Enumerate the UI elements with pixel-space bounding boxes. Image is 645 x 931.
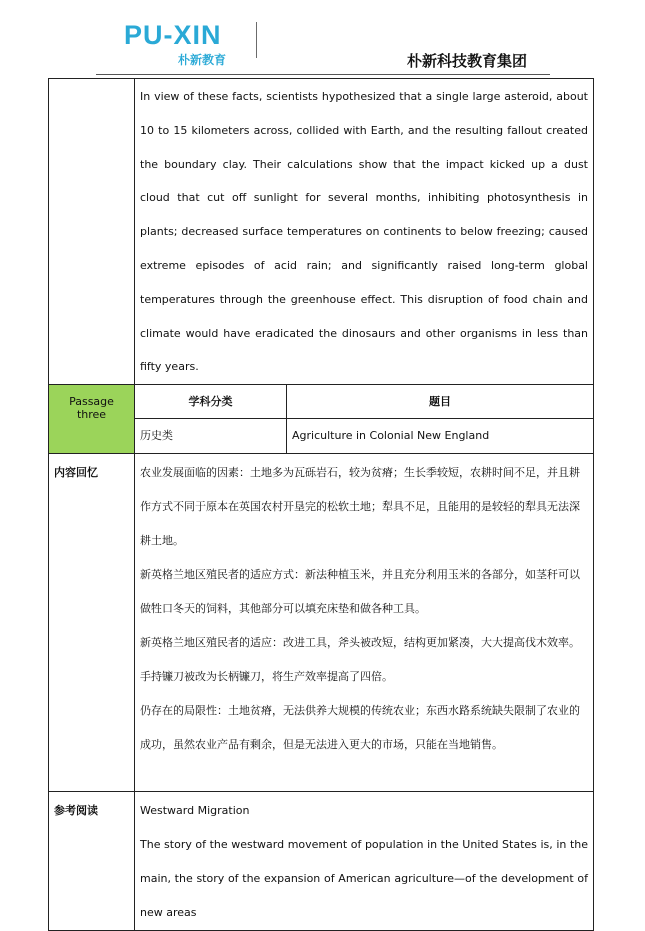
content-table bbox=[48, 78, 594, 931]
recall-row bbox=[49, 454, 594, 792]
passage-text-cell bbox=[135, 79, 594, 385]
reading-text: The story of the westward movement of population in the United States is, in the main, the story of the expansion of American agriculture—of the development of new areas bbox=[140, 838, 588, 919]
empty-label-cell bbox=[49, 79, 135, 385]
company-name: 朴新科技教育集团 bbox=[406, 52, 527, 70]
header-rule bbox=[96, 74, 550, 75]
recall-content-cell bbox=[135, 454, 594, 792]
subject-value: 历史类 bbox=[135, 419, 287, 454]
passage-text: In view of these facts, scientists hypothesized that a single large asteroid, about 10 to 15 kilometers across, collided with Earth, and the resulting fallout created the boundary clay. Their calculations show that the impact kicked up a dust cloud that cut off sunlight for several months, inhibiting photosynthesis in plants; decreased surface temperatures on continents to below freezing; caused extreme episodes of acid rain; and significantly raised long-term global temperatures through the greenhouse effect. This disruption of food chain and climate would have eradicated the dinosaurs and other organisms in less than fifty years. bbox=[140, 90, 588, 374]
recall-paragraph-1: 农业发展面临的因素：土地多为瓦砾岩石，较为贫瘠；生长季较短，农耕时间不足，并且耕作方式不同于原本在英国农村开垦完的松软土地；犁具不足，且能用的是较轻的犁具无法深耕土地。 bbox=[140, 466, 580, 548]
col-title-header: 题目 bbox=[287, 385, 594, 419]
logo-text: PU-XIN bbox=[124, 20, 222, 50]
passage-continuation-row bbox=[49, 79, 594, 385]
passage-three-label-cell bbox=[49, 385, 135, 454]
reading-label: 参考阅读 bbox=[54, 804, 98, 818]
reading-row bbox=[49, 792, 594, 930]
logo-cn: 朴新教育 bbox=[178, 53, 227, 67]
recall-paragraph-2: 新英格兰地区殖民者的适应方式：新法种植玉米，并且充分利用玉米的各部分，如茎秆可以做牲口冬天的饲料，其他部分可以填充床垫和做各种工具。 bbox=[140, 568, 580, 616]
col-subject-header: 学科分类 bbox=[135, 385, 287, 419]
reading-content-cell bbox=[135, 792, 594, 930]
recall-paragraph-3: 新英格兰地区殖民者的适应：改进工具，斧头被改短，结构更加紧凑，大大提高伐木效率。手持镰刀被改为长柄镰刀，将生产效率提高了四倍。 bbox=[140, 636, 580, 684]
reading-title: Westward Migration bbox=[140, 804, 250, 818]
recall-label-cell bbox=[49, 454, 135, 792]
recall-paragraph-4: 仍存在的局限性：土地贫瘠，无法供养大规模的传统农业；东西水路系统缺失限制了农业的成功，虽然农业产品有剩余，但是无法进入更大的市场，只能在当地销售。 bbox=[140, 704, 580, 752]
recall-label: 内容回忆 bbox=[54, 466, 98, 480]
title-value: Agriculture in Colonial New England bbox=[287, 419, 594, 454]
logo-divider bbox=[256, 22, 257, 58]
reading-label-cell bbox=[49, 792, 135, 930]
passage-three-label: Passage three bbox=[69, 395, 114, 422]
puxin-logo bbox=[124, 20, 264, 67]
passage-three-header-row bbox=[49, 385, 594, 419]
